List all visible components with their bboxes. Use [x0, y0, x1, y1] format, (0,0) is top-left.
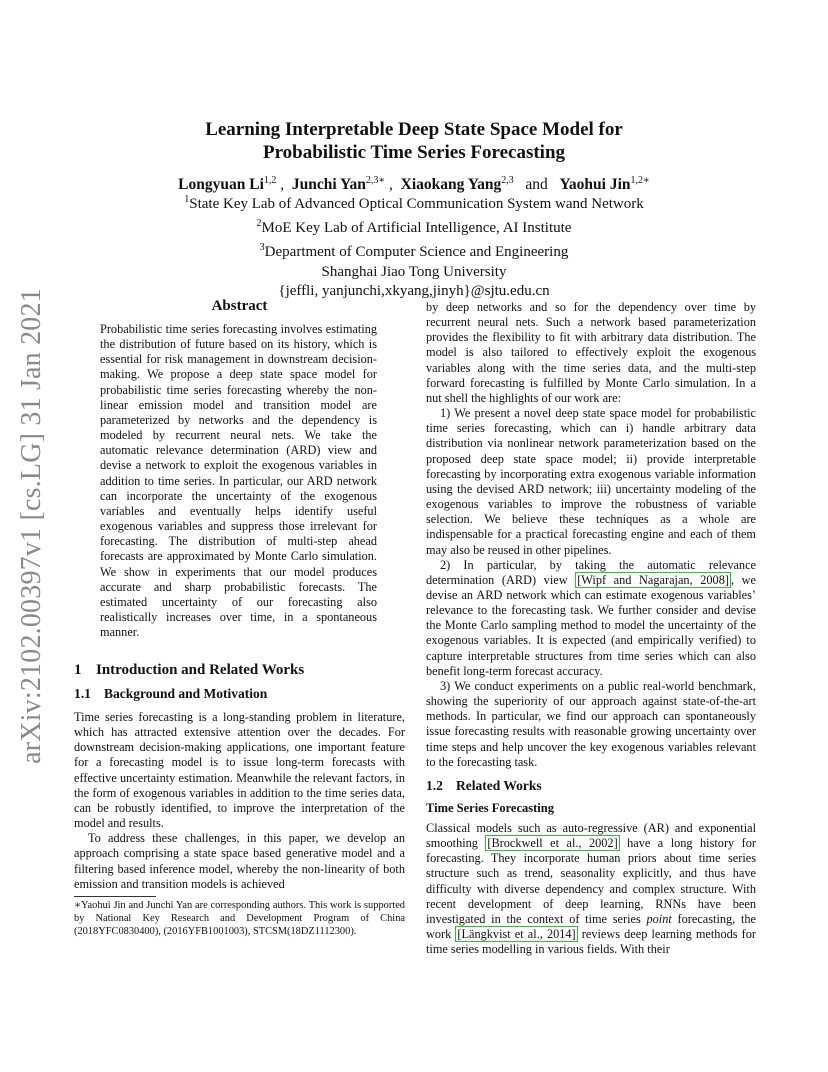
affiliations	[0, 190, 828, 301]
author-affil-marker: 1,2∗	[630, 175, 650, 186]
paragraph: Classical models such as auto-regressive (AR) and exponential smoothing [Brockwell et al., 2002] have a long history for forecasting. They incorporate human priors about time series structure such as trend, seasonality explicitly, and thus have difficulty with diverse dependency and complex structure. With recent development of deep learning, RNNs have been investigated in the context of time series point forecasting, the work [Längkvist et al., 2014] reviews deep learning methods for time series modelling in various fields. With their	[426, 821, 756, 957]
citation-link[interactable]: [Brockwell et al., 2002]	[487, 836, 618, 851]
paragraph: by deep networks and so for the dependency over time by recurrent neural nets. Such a network based parameterization provides the flexibility to fit with arbitrary data distribution. The model is also tailored to effectively exploit the exogenous variables along with the time series data, and the multi-step forward forecasting is fulfilled by Monte Carlo simulation. In a nut shell the highlights of our work are:	[426, 300, 756, 405]
citation-link[interactable]: [Längkvist et al., 2014]	[457, 927, 576, 942]
author-emails: {jeffli, yanjunchi,xkyang,jinyh}@sjtu.edu.cn	[278, 282, 550, 299]
intro-body	[74, 710, 405, 892]
author-affil-marker: 2,3	[501, 175, 514, 186]
paragraph: To address these challenges, in this paper, we develop an approach comprising a state space based generative model and a filtering based inference model, whereby the non-linearity of both emission and transition models is achieved	[74, 831, 405, 891]
title-line-1: Learning Interpretable Deep State Space Model for	[205, 119, 623, 140]
affiliation-line: $^1$State Key Lab of Advanced Optical Communication System wand Network	[184, 194, 644, 212]
author-affil-marker: 2,3∗	[365, 175, 386, 186]
subsection-heading: 1.2 Related Works	[426, 778, 542, 793]
title-line-2: Probabilistic Time Series Forecasting	[262, 142, 566, 163]
author-affil-marker: 1,2	[263, 175, 277, 186]
footnote-rule	[74, 896, 156, 897]
right-column-body	[426, 300, 756, 770]
affiliation-line: $^2$MoE Key Lab of Artificial Intelligence, AI Institute	[256, 218, 572, 237]
related-works-body	[426, 821, 756, 957]
section-heading: 1 Introduction and Related Works	[74, 662, 305, 678]
citation-link[interactable]: [Wipf and Nagarajan, 2008]	[577, 572, 729, 587]
abstract-heading: Abstract	[211, 298, 268, 314]
author-name: Junchi Yan	[291, 176, 366, 194]
affiliation-line: $^3$Department of Computer Science and Engineering	[259, 242, 569, 261]
contribution-2: 2) In particular, by taking the automatic relevance determination (ARD) view [Wipf and Nagarajan, 2008] , we devise an ARD network which can estimate exogenous variables’ relevance to the forecasting task. We further consider and devise the Monte Carlo sampling method to model the uncertainty of the exogenous variables. It is expected (and empirically verified) to capture interpretable structures from time series which can also benefit long-term forecast accuracy.	[426, 557, 756, 678]
author-name: Yaohui Jin	[559, 176, 631, 194]
contribution-3: 3) We conduct experiments on a public real-world benchmark, showing the superiority of our approach against state-of-the-art methods. In particular, we find our approach can spontaneously issue forecasting results with reasonable growing uncertainty over time steps and help uncover the key exogenous variables relevant to the forecasting task.	[426, 678, 756, 769]
author-list: Longyuan Li$^{1,2}$ , Junchi Yan$^{2,3∗}$ , Xiaokang Yang$^{2,3}$ and Yaohui Jin$^{1,2∗}$	[178, 175, 650, 194]
author-conjunction: and	[525, 176, 548, 194]
arxiv-identifier: arXiv:2102.00397v1 [cs.LG] 31 Jan 2021	[16, 288, 47, 764]
subsection-heading: 1.1 Background and Motivation	[74, 686, 268, 701]
abstract-text: Probabilistic time series forecasting involves estimating the distribution of future based on its history, which is essential for risk management in downstream decision-making. We propose a deep state space model for probabilistic time series forecasting whereby the non-linear emission model and transition model are parameterized by networks and the dependency is modeled by recurrent neural nets. We take the automatic relevance determination (ARD) view and devise a network to exploit the exogenous variables in addition to time series. In particular, our ARD network can incorporate the uncertainty of the exogenous variables and eventually helps identify useful exogenous variables and suppress those irrelevant for forecasting. The distribution of multi-step ahead forecasts are approximated by Monte Carlo simulation. We show in experiments that our model produces accurate and sharp probabilistic forecasts. The estimated uncertainty of our forecasting also realistically increases over time, in a spontaneous manner.	[100, 322, 377, 640]
arxiv-stamp	[14, 288, 50, 764]
contribution-1: 1) We present a novel deep state space model for probabilistic time series forecasting, which can i) handle arbitrary data distribution via nonlinear network parameterization based on the proposed deep state space model; ii) provide interpretable forecasting by incorporating extra exogenous variable information using the devised ARD network; iii) uncertainty modeling of the exogenous variables to improve the robustness of variable selection. We believe these techniques as a whole are indispensable for a practical forecasting engine and each of them may also be reused in other pipelines.	[426, 406, 756, 557]
paragraph: Time series forecasting is a long-standing problem in literature, which has attracted extensive attention over the decades. For downstream decision-making applications, one important feature for a forecasting model is to issue long-term forecasts with effective uncertainty estimation. Meanwhile the relevant factors, in the form of exogenous variables in addition to the time series data, can be robustly identified, to improve the interpretation of the model and results.	[74, 710, 405, 831]
affiliation-line: Shanghai Jiao Tong University	[321, 263, 507, 280]
paper-title	[0, 118, 828, 164]
paragraph-heading: Time Series Forecasting	[426, 801, 554, 815]
author-name: Longyuan Li	[178, 176, 264, 194]
author-name: Xiaokang Yang	[400, 176, 502, 194]
footnote: ∗Yaohui Jin and Junchi Yan are corresponding authors. This work is supported by National Key Research and Development Program of China (2018YFC0830400), (2016YFB1001003), STCSM(18DZ1112300).	[74, 900, 405, 937]
